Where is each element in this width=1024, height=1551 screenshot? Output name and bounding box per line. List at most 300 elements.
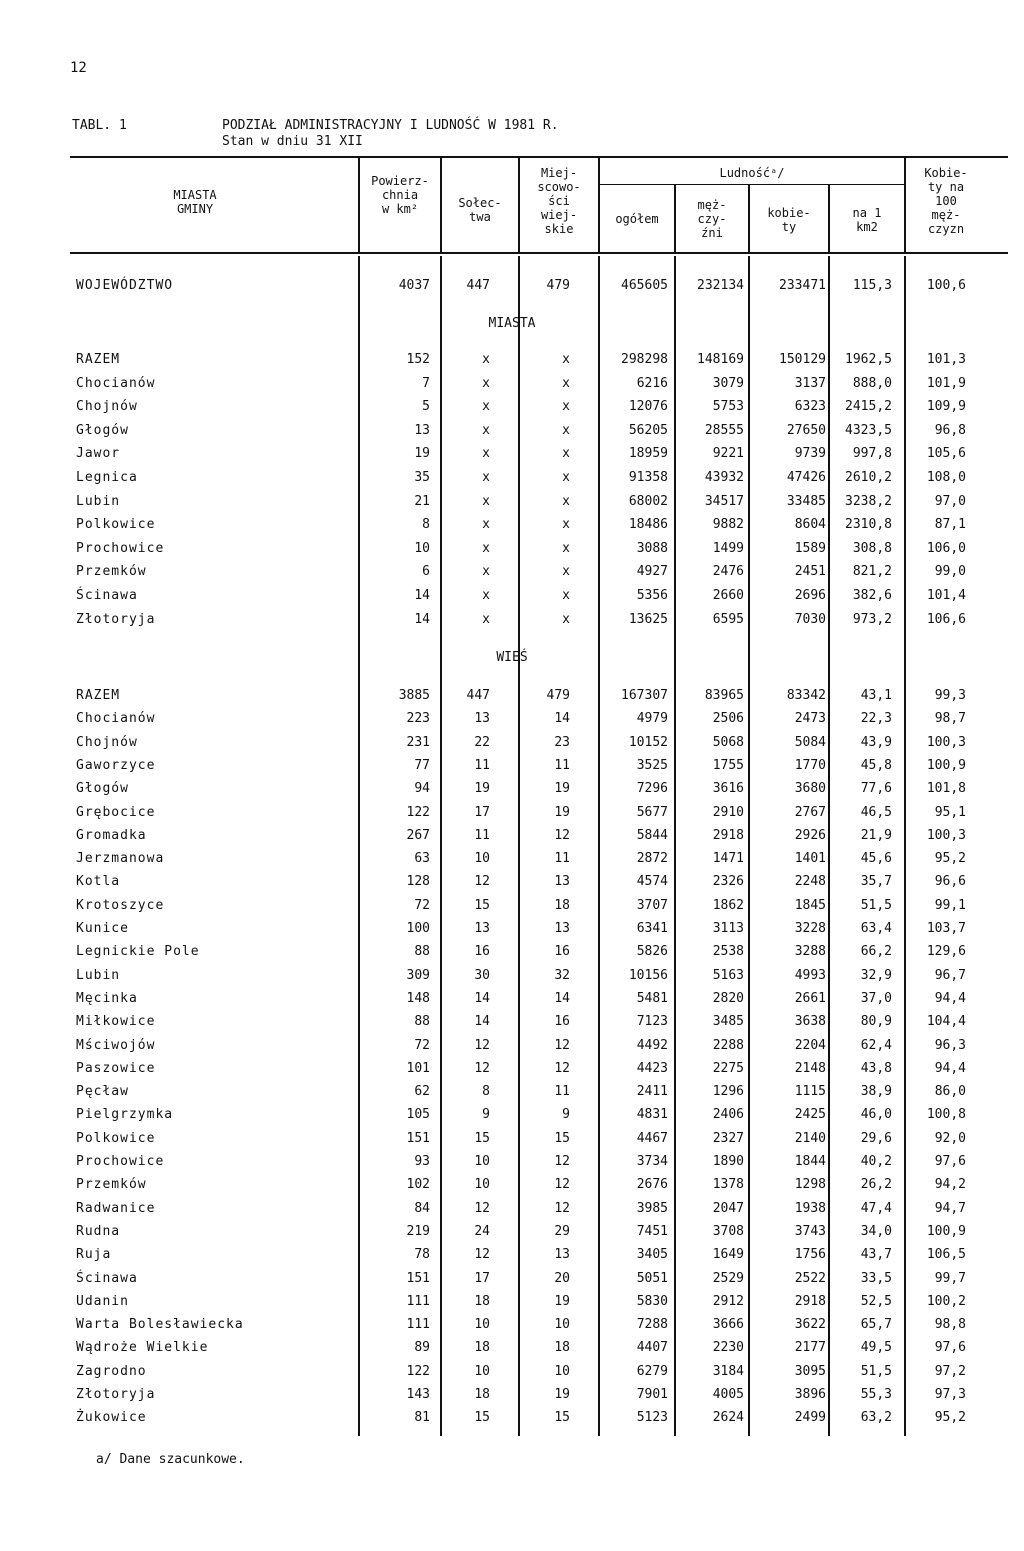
cell-solectwa: 13 — [474, 711, 490, 727]
cell-solectwa: 18 — [474, 1293, 490, 1309]
col-header-kobiety-na-100: Kobie- ty na 100 męż- czyzn — [924, 166, 968, 236]
cell-miejscowosci: 16 — [554, 944, 570, 960]
cell-ogolem: 3985 — [636, 1200, 668, 1216]
cell-kobiety: 2204 — [794, 1037, 826, 1053]
cell-kobiety-na-100: 99,3 — [934, 688, 966, 703]
cell-kobiety: 2148 — [794, 1060, 826, 1076]
table-row — [0, 1364, 1024, 1386]
cell-miejscowosci: 15 — [554, 1410, 570, 1426]
cell-solectwa: 11 — [474, 757, 490, 773]
cell-miejscowosci: x — [562, 470, 570, 485]
cell-na1km2: 34,0 — [860, 1223, 892, 1239]
cell-kobiety: 6323 — [794, 399, 826, 415]
cell-kobiety: 150129 — [779, 352, 826, 367]
cell-miejscowosci: 15 — [554, 1130, 570, 1146]
cell-kobiety-na-100: 94,7 — [934, 1200, 966, 1216]
cell-solectwa: 18 — [474, 1387, 490, 1402]
cell-mezczyzni: 83965 — [704, 688, 744, 703]
cell-na1km2: 65,7 — [860, 1317, 892, 1333]
table-row — [0, 446, 1024, 468]
table-row — [0, 399, 1024, 421]
cell-kobiety: 2425 — [794, 1107, 826, 1123]
cell-kobiety: 3622 — [794, 1317, 826, 1333]
cell-solectwa: 17 — [474, 804, 490, 820]
cell-na1km2: 62,4 — [860, 1037, 892, 1053]
cell-kobiety-na-100: 95,2 — [934, 851, 966, 867]
cell-na1km2: 821,2 — [852, 564, 892, 580]
cell-kobiety-na-100: 101,8 — [926, 781, 966, 797]
cell-ogolem: 68002 — [628, 493, 668, 509]
row-name: Radwanice — [76, 1200, 156, 1216]
cell-solectwa: x — [482, 588, 490, 603]
row-name: RAZEM — [76, 352, 121, 367]
cell-mezczyzni: 2406 — [712, 1107, 744, 1123]
cell-solectwa: x — [482, 470, 490, 485]
cell-miejscowosci: 11 — [554, 851, 570, 867]
cell-solectwa: 10 — [474, 851, 490, 867]
cell-area: 21 — [414, 493, 430, 509]
table-row — [0, 494, 1024, 516]
cell-miejscowosci: x — [562, 352, 570, 367]
cell-ogolem: 10156 — [628, 967, 668, 983]
cell-area: 13 — [414, 422, 430, 438]
cell-na1km2: 2310,8 — [845, 517, 892, 533]
cell-miejscowosci: 19 — [554, 1387, 570, 1402]
cell-na1km2: 63,4 — [860, 921, 892, 936]
cell-ogolem: 465605 — [621, 278, 668, 293]
table-row — [0, 423, 1024, 445]
cell-kobiety-na-100: 98,7 — [934, 711, 966, 727]
cell-area: 151 — [406, 1270, 430, 1286]
cell-kobiety: 2767 — [794, 804, 826, 820]
row-name: Chojnów — [76, 734, 138, 750]
cell-mezczyzni: 2047 — [712, 1200, 744, 1216]
table-row — [0, 1131, 1024, 1153]
cell-miejscowosci: 29 — [554, 1223, 570, 1239]
cell-solectwa: x — [482, 352, 490, 367]
cell-miejscowosci: 19 — [554, 804, 570, 820]
cell-area: 94 — [414, 781, 430, 797]
cell-mezczyzni: 1471 — [712, 851, 744, 867]
cell-mezczyzni: 2288 — [712, 1037, 744, 1053]
cell-kobiety-na-100: 100,3 — [926, 734, 966, 750]
cell-area: 84 — [414, 1200, 430, 1216]
cell-na1km2: 308,8 — [852, 540, 892, 556]
row-name: Pęcław — [76, 1084, 129, 1100]
cell-solectwa: 24 — [474, 1223, 490, 1239]
cell-kobiety-na-100: 108,0 — [926, 470, 966, 485]
cell-ogolem: 4407 — [636, 1340, 668, 1356]
cell-ogolem: 2411 — [636, 1084, 668, 1100]
row-name: Paszowice — [76, 1060, 156, 1076]
cell-kobiety: 233471 — [779, 278, 826, 293]
cell-ogolem: 7901 — [636, 1387, 668, 1402]
cell-kobiety: 1401 — [794, 851, 826, 867]
cell-kobiety-na-100: 100,6 — [926, 278, 966, 293]
cell-area: 148 — [406, 990, 430, 1006]
cell-miejscowosci: 12 — [554, 1200, 570, 1216]
cell-na1km2: 46,0 — [860, 1107, 892, 1123]
cell-ogolem: 5356 — [636, 588, 668, 603]
row-name: Głogów — [76, 781, 129, 797]
row-name: Legnickie Pole — [76, 944, 200, 960]
cell-kobiety: 2661 — [794, 990, 826, 1006]
table-row — [0, 564, 1024, 586]
row-name: Kunice — [76, 921, 129, 936]
cell-ogolem: 6279 — [636, 1363, 668, 1379]
cell-mezczyzni: 2230 — [712, 1340, 744, 1356]
cell-na1km2: 40,2 — [860, 1154, 892, 1169]
table-row — [0, 376, 1024, 398]
cell-mezczyzni: 148169 — [697, 352, 744, 367]
row-name: Ścinawa — [76, 1270, 138, 1286]
row-name: Przemków — [76, 1177, 147, 1193]
row-name: Udanin — [76, 1293, 129, 1309]
cell-mezczyzni: 5753 — [712, 399, 744, 415]
cell-na1km2: 973,2 — [852, 611, 892, 627]
cell-na1km2: 43,9 — [860, 734, 892, 750]
table-row — [0, 991, 1024, 1013]
cell-na1km2: 35,7 — [860, 874, 892, 890]
cell-kobiety: 2177 — [794, 1340, 826, 1356]
cell-kobiety: 1115 — [794, 1084, 826, 1100]
cell-kobiety-na-100: 106,0 — [926, 540, 966, 556]
cell-ogolem: 18486 — [628, 517, 668, 533]
cell-area: 223 — [406, 711, 430, 727]
cell-na1km2: 80,9 — [860, 1014, 892, 1030]
row-name: Ścinawa — [76, 588, 138, 603]
cell-miejscowosci: x — [562, 422, 570, 438]
row-name: Jerzmanowa — [76, 851, 165, 867]
cell-miejscowosci: x — [562, 588, 570, 603]
cell-ogolem: 4467 — [636, 1130, 668, 1146]
table-title: PODZIAŁ ADMINISTRACYJNY I LUDNOŚĆ W 1981 R. — [222, 118, 559, 133]
cell-miejscowosci: 11 — [554, 757, 570, 773]
cell-kobiety: 3896 — [794, 1387, 826, 1402]
cell-kobiety-na-100: 92,0 — [934, 1130, 966, 1146]
row-name: Rudna — [76, 1223, 121, 1239]
cell-solectwa: x — [482, 564, 490, 580]
cell-solectwa: 30 — [474, 967, 490, 983]
cell-solectwa: 14 — [474, 990, 490, 1006]
cell-kobiety-na-100: 106,6 — [926, 611, 966, 627]
col-header-mezczyzni: męż- czy- źni — [697, 198, 727, 240]
cell-area: 88 — [414, 1014, 430, 1030]
cell-mezczyzni: 2660 — [712, 588, 744, 603]
table-row — [0, 944, 1024, 966]
table-row — [0, 898, 1024, 920]
cell-mezczyzni: 34517 — [704, 493, 744, 509]
cell-area: 88 — [414, 944, 430, 960]
cell-mezczyzni: 1890 — [712, 1154, 744, 1169]
cell-kobiety: 2918 — [794, 1293, 826, 1309]
cell-solectwa: 17 — [474, 1270, 490, 1286]
row-name: Chocianów — [76, 711, 156, 727]
cell-area: 62 — [414, 1084, 430, 1100]
cell-kobiety-na-100: 97,0 — [934, 493, 966, 509]
cell-kobiety-na-100: 97,3 — [934, 1387, 966, 1402]
table-row — [0, 352, 1024, 374]
cell-area: 111 — [406, 1317, 430, 1333]
cell-area: 105 — [406, 1107, 430, 1123]
cell-kobiety-na-100: 99,0 — [934, 564, 966, 580]
cell-area: 231 — [406, 734, 430, 750]
cell-solectwa: x — [482, 540, 490, 556]
cell-solectwa: 15 — [474, 1410, 490, 1426]
cell-area: 14 — [414, 588, 430, 603]
cell-ogolem: 3088 — [636, 540, 668, 556]
cell-na1km2: 37,0 — [860, 990, 892, 1006]
cell-ogolem: 4979 — [636, 711, 668, 727]
cell-kobiety-na-100: 99,1 — [934, 897, 966, 913]
cell-na1km2: 32,9 — [860, 967, 892, 983]
cell-ogolem: 4492 — [636, 1037, 668, 1053]
cell-solectwa: 12 — [474, 1247, 490, 1263]
cell-ogolem: 6216 — [636, 375, 668, 391]
row-name: Polkowice — [76, 517, 156, 533]
cell-ogolem: 3707 — [636, 897, 668, 913]
cell-solectwa: 16 — [474, 944, 490, 960]
cell-mezczyzni: 6595 — [712, 611, 744, 627]
cell-kobiety-na-100: 94,4 — [934, 990, 966, 1006]
cell-solectwa: 447 — [466, 688, 490, 703]
cell-kobiety: 83342 — [786, 688, 826, 703]
row-name: Ruja — [76, 1247, 112, 1263]
cell-area: 101 — [406, 1060, 430, 1076]
cell-kobiety-na-100: 95,1 — [934, 804, 966, 820]
cell-ogolem: 4927 — [636, 564, 668, 580]
cell-miejscowosci: x — [562, 446, 570, 462]
row-name: Prochowice — [76, 1154, 165, 1169]
cell-miejscowosci: 12 — [554, 1177, 570, 1193]
cell-kobiety: 33485 — [786, 493, 826, 509]
cell-ogolem: 298298 — [621, 352, 668, 367]
cell-solectwa: 8 — [482, 1084, 490, 1100]
cell-na1km2: 2610,2 — [845, 470, 892, 485]
cell-solectwa: x — [482, 399, 490, 415]
row-name: Lubin — [76, 493, 121, 509]
cell-kobiety-na-100: 101,3 — [926, 352, 966, 367]
table-row — [0, 470, 1024, 492]
row-name: Głogów — [76, 422, 129, 438]
table-row — [0, 1317, 1024, 1339]
cell-miejscowosci: 479 — [546, 278, 570, 293]
cell-kobiety-na-100: 100,2 — [926, 1293, 966, 1309]
footnote: a/ Dane szacunkowe. — [96, 1452, 245, 1467]
cell-na1km2: 43,7 — [860, 1247, 892, 1263]
cell-area: 72 — [414, 1037, 430, 1053]
row-name: Miłkowice — [76, 1014, 156, 1030]
row-name: Lubin — [76, 967, 121, 983]
cell-na1km2: 3238,2 — [845, 493, 892, 509]
cell-ogolem: 5481 — [636, 990, 668, 1006]
row-name: Gaworzyce — [76, 757, 156, 773]
cell-mezczyzni: 2624 — [712, 1410, 744, 1426]
cell-solectwa: 10 — [474, 1154, 490, 1169]
cell-mezczyzni: 5068 — [712, 734, 744, 750]
cell-area: 72 — [414, 897, 430, 913]
cell-kobiety: 3228 — [794, 921, 826, 936]
table-row — [0, 921, 1024, 943]
cell-miejscowosci: 9 — [562, 1107, 570, 1123]
cell-mezczyzni: 5163 — [712, 967, 744, 983]
cell-mezczyzni: 232134 — [697, 278, 744, 293]
cell-solectwa: 12 — [474, 1037, 490, 1053]
cell-miejscowosci: 10 — [554, 1317, 570, 1333]
cell-kobiety-na-100: 97,2 — [934, 1363, 966, 1379]
ludnosc-rule — [598, 184, 904, 185]
row-name: Polkowice — [76, 1130, 156, 1146]
table-row — [0, 1224, 1024, 1246]
cell-ogolem: 2676 — [636, 1177, 668, 1193]
cell-na1km2: 45,8 — [860, 757, 892, 773]
cell-ogolem: 5826 — [636, 944, 668, 960]
cell-kobiety: 2473 — [794, 711, 826, 727]
row-name: Wądroże Wielkie — [76, 1340, 209, 1356]
cell-miejscowosci: 18 — [554, 897, 570, 913]
cell-ogolem: 7451 — [636, 1223, 668, 1239]
row-name: WOJEWÓDZTWO — [76, 278, 174, 293]
table-row — [0, 1201, 1024, 1223]
cell-kobiety-na-100: 86,0 — [934, 1084, 966, 1100]
cell-area: 143 — [406, 1387, 430, 1402]
cell-mezczyzni: 43932 — [704, 470, 744, 485]
table-row — [0, 968, 1024, 990]
cell-kobiety-na-100: 105,6 — [926, 446, 966, 462]
table-row — [0, 735, 1024, 757]
cell-area: 78 — [414, 1247, 430, 1263]
cell-solectwa: 14 — [474, 1014, 490, 1030]
cell-mezczyzni: 2506 — [712, 711, 744, 727]
cell-miejscowosci: 20 — [554, 1270, 570, 1286]
table-row-wojewodztwo — [0, 278, 1024, 300]
cell-na1km2: 51,5 — [860, 897, 892, 913]
col-header-miejscowosci: Miej- scowo- ści wiej- skie — [537, 166, 581, 236]
col-header-ogolem: ogółem — [615, 212, 659, 226]
cell-na1km2: 29,6 — [860, 1130, 892, 1146]
cell-area: 7 — [422, 375, 430, 391]
cell-mezczyzni: 1649 — [712, 1247, 744, 1263]
row-name: Zagrodno — [76, 1363, 147, 1379]
cell-area: 81 — [414, 1410, 430, 1426]
cell-area: 3885 — [398, 688, 430, 703]
cell-mezczyzni: 2476 — [712, 564, 744, 580]
cell-mezczyzni: 2326 — [712, 874, 744, 890]
cell-na1km2: 382,6 — [852, 588, 892, 603]
cell-ogolem: 6341 — [636, 921, 668, 936]
cell-kobiety: 2696 — [794, 588, 826, 603]
cell-area: 5 — [422, 399, 430, 415]
cell-solectwa: 12 — [474, 1200, 490, 1216]
cell-kobiety: 3680 — [794, 781, 826, 797]
cell-kobiety: 2522 — [794, 1270, 826, 1286]
cell-kobiety-na-100: 101,9 — [926, 375, 966, 391]
cell-kobiety-na-100: 96,7 — [934, 967, 966, 983]
cell-na1km2: 43,8 — [860, 1060, 892, 1076]
cell-kobiety-na-100: 100,8 — [926, 1107, 966, 1123]
cell-kobiety: 1756 — [794, 1247, 826, 1263]
cell-mezczyzni: 9221 — [712, 446, 744, 462]
cell-miejscowosci: 14 — [554, 711, 570, 727]
cell-na1km2: 52,5 — [860, 1293, 892, 1309]
table-row — [0, 1038, 1024, 1060]
table-label: TABL. 1 — [72, 118, 127, 133]
cell-kobiety-na-100: 100,3 — [926, 827, 966, 843]
cell-miejscowosci: 13 — [554, 1247, 570, 1263]
row-name: Męcinka — [76, 990, 138, 1006]
cell-area: 89 — [414, 1340, 430, 1356]
page-number: 12 — [70, 60, 87, 76]
cell-mezczyzni: 3616 — [712, 781, 744, 797]
table-subtitle: Stan w dniu 31 XII — [222, 134, 363, 149]
cell-solectwa: 10 — [474, 1317, 490, 1333]
cell-kobiety-na-100: 97,6 — [934, 1340, 966, 1356]
cell-kobiety: 3095 — [794, 1363, 826, 1379]
row-name: RAZEM — [76, 688, 121, 703]
cell-mezczyzni: 4005 — [712, 1387, 744, 1402]
table-row — [0, 612, 1024, 634]
cell-ogolem: 5830 — [636, 1293, 668, 1309]
table-row — [0, 851, 1024, 873]
cell-miejscowosci: 23 — [554, 734, 570, 750]
cell-kobiety-na-100: 94,2 — [934, 1177, 966, 1193]
cell-ogolem: 4423 — [636, 1060, 668, 1076]
cell-area: 128 — [406, 874, 430, 890]
cell-ogolem: 3405 — [636, 1247, 668, 1263]
col-header-powierzchnia: Powierz- chnia w km² — [371, 174, 429, 216]
cell-mezczyzni: 2918 — [712, 827, 744, 843]
section-title-miasta: MIASTA — [488, 316, 536, 331]
cell-area: 309 — [406, 967, 430, 983]
top-rule — [70, 156, 1008, 158]
table-row — [0, 874, 1024, 896]
cell-ogolem: 7123 — [636, 1014, 668, 1030]
cell-ogolem: 18959 — [628, 446, 668, 462]
cell-miejscowosci: 19 — [554, 781, 570, 797]
table-row — [0, 1084, 1024, 1106]
cell-kobiety: 1589 — [794, 540, 826, 556]
cell-kobiety: 9739 — [794, 446, 826, 462]
cell-mezczyzni: 2529 — [712, 1270, 744, 1286]
cell-solectwa: x — [482, 446, 490, 462]
cell-na1km2: 38,9 — [860, 1084, 892, 1100]
cell-mezczyzni: 2538 — [712, 944, 744, 960]
header-bottom-rule — [70, 252, 1008, 254]
cell-na1km2: 47,4 — [860, 1200, 892, 1216]
cell-kobiety-na-100: 96,3 — [934, 1037, 966, 1053]
row-name: Legnica — [76, 470, 138, 485]
row-name: Chojnów — [76, 399, 138, 415]
cell-ogolem: 5844 — [636, 827, 668, 843]
cell-ogolem: 167307 — [621, 688, 668, 703]
cell-kobiety-na-100: 99,7 — [934, 1270, 966, 1286]
cell-miejscowosci: 32 — [554, 967, 570, 983]
table-row — [0, 1340, 1024, 1362]
cell-solectwa: x — [482, 517, 490, 533]
cell-kobiety-na-100: 103,7 — [926, 921, 966, 936]
table-row — [0, 711, 1024, 733]
row-name: Prochowice — [76, 540, 165, 556]
cell-area: 6 — [422, 564, 430, 580]
cell-mezczyzni: 3666 — [712, 1317, 744, 1333]
cell-ogolem: 5677 — [636, 804, 668, 820]
cell-area: 14 — [414, 611, 430, 627]
cell-area: 102 — [406, 1177, 430, 1193]
cell-kobiety-na-100: 97,6 — [934, 1154, 966, 1169]
table-row — [0, 781, 1024, 803]
cell-area: 63 — [414, 851, 430, 867]
row-name: Złotoryja — [76, 611, 156, 627]
